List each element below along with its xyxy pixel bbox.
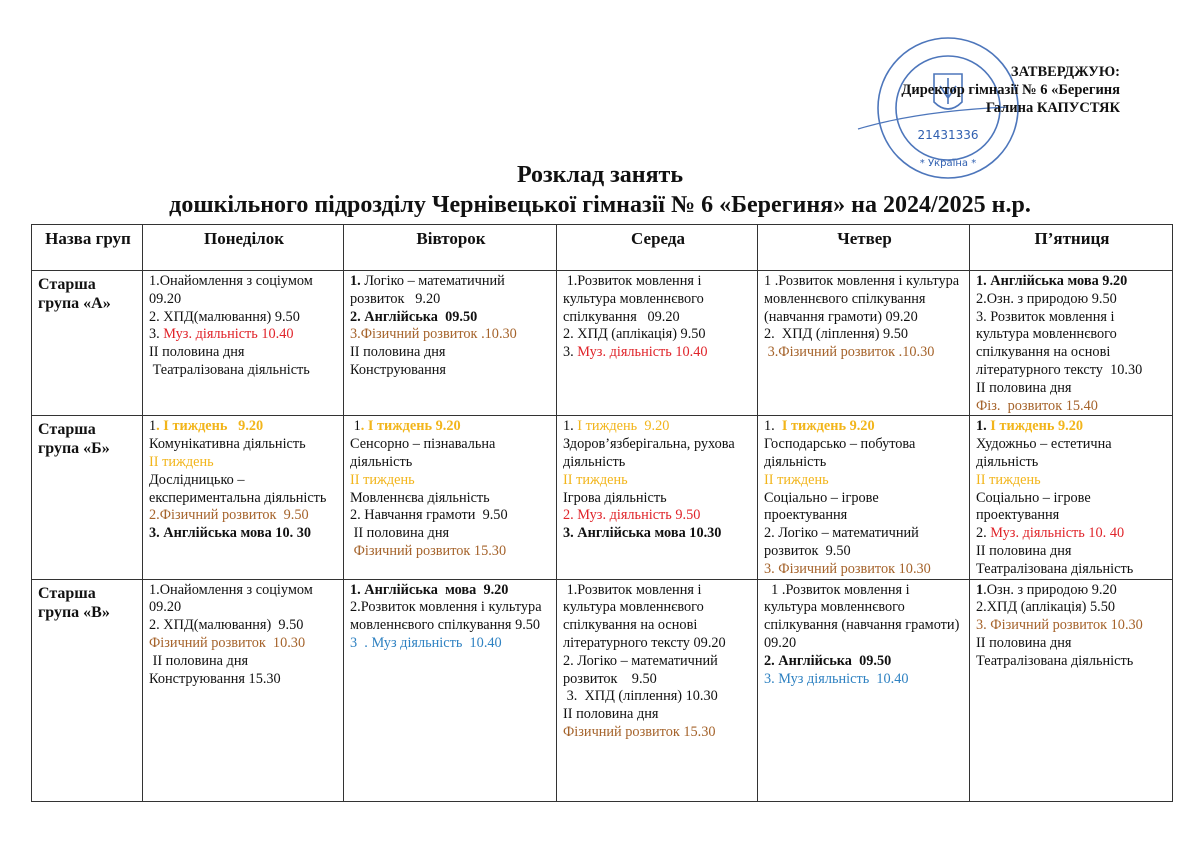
lesson-text: 1 .Розвиток мовлення і культура мовленнєвого спілкування (навчання грамоти) 09.20: [764, 273, 963, 325]
lesson-text: ІІ тиждень: [149, 453, 214, 470]
lesson-line: [976, 543, 1168, 561]
lesson-line: [149, 617, 339, 635]
lesson-line: [149, 472, 339, 508]
lesson-text: І тиждень 9.20: [990, 418, 1084, 435]
lesson-text: Здоров’язберігальна, рухова діяльність: [563, 436, 739, 470]
table-row: [32, 579, 1173, 801]
lesson-text: . І тиждень 9.20: [156, 418, 264, 435]
lesson-line: [764, 671, 965, 689]
lesson-text: Сенсорно – пізнавальна діяльність: [350, 436, 499, 470]
lesson-text: 2.Озн. з природою 9.50: [976, 290, 1117, 307]
lesson-text: Художньо – естетична діяльність: [976, 436, 1116, 470]
lesson-line: [149, 454, 339, 472]
lesson-line: [976, 436, 1168, 472]
approval-heading: ЗАТВЕРДЖУЮ:: [1010, 64, 1120, 80]
lesson-line: [149, 582, 339, 618]
lesson-line: [764, 525, 965, 561]
lesson-line: [764, 418, 965, 436]
lesson-line: [563, 724, 753, 742]
lesson-text: 2. Логіко – математичний розвиток 9.50: [764, 525, 923, 559]
lesson-text: 2. Логіко – математичний розвиток 9.50: [563, 652, 722, 687]
schedule-cell: [970, 579, 1173, 801]
lesson-text: Муз. діяльність 10. 40: [990, 525, 1125, 542]
lesson-text: 3.Фізичний розвиток .10.30: [764, 344, 935, 361]
lesson-text: Соціально – ігрове проектування: [764, 489, 883, 524]
title-line-2: дошкільного підрозділу Чернівецької гімназії № 6 «Берегиня» на 2024/2025 н.р.: [169, 192, 1031, 218]
lesson-text: 2. Англійська 09.50: [350, 308, 478, 325]
column-header: П’ятниця: [970, 225, 1173, 271]
lesson-text: 3.: [149, 326, 164, 343]
schedule-cell: [758, 271, 970, 416]
lesson-text: 3. Муз діяльність 10.40: [764, 670, 909, 687]
lesson-line: [350, 472, 552, 490]
lesson-text: 3. Англійська мова 10.30: [563, 525, 722, 542]
lesson-line: [149, 635, 339, 653]
schedule-cell: [557, 579, 758, 801]
lesson-line: [563, 418, 753, 436]
lesson-line: [976, 525, 1168, 543]
lesson-text: 3. Англійська мова 10. 30: [149, 525, 312, 542]
lesson-text: Соціально – ігрове проектування: [976, 489, 1095, 524]
lesson-line: [350, 273, 552, 309]
lesson-text: Муз. діяльність 10.40: [163, 326, 294, 343]
lesson-text: 1.Розвиток мовлення і культура мовленнєвого спілкування 09.20: [563, 273, 708, 325]
lesson-text: І тиждень 9.20: [781, 418, 875, 435]
lesson-line: [563, 507, 753, 525]
lesson-line: [350, 543, 552, 561]
lesson-text: 2.: [976, 525, 991, 542]
lesson-line: [563, 490, 753, 508]
lesson-line: [563, 706, 753, 724]
lesson-line: [976, 617, 1168, 635]
lesson-text: ІІ тиждень: [350, 471, 415, 488]
lesson-line: [149, 326, 339, 344]
header-row: [32, 225, 1173, 271]
lesson-line: [976, 418, 1168, 436]
lesson-text: .Озн. з природою 9.20: [983, 581, 1117, 598]
lesson-line: [149, 653, 339, 671]
lesson-line: [350, 344, 552, 362]
lesson-line: [976, 273, 1168, 291]
lesson-text: Фізичний розвиток 15.30: [563, 723, 716, 740]
lesson-line: [764, 653, 965, 671]
lesson-text: . І тиждень 9.20: [360, 418, 461, 435]
schedule-cell: [344, 416, 557, 579]
lesson-text: Театралізована діяльність: [149, 361, 310, 378]
lesson-line: [764, 273, 965, 326]
lesson-text: 1.Онайомлення з соціумом 09.20: [149, 581, 317, 616]
lesson-line: [149, 362, 339, 380]
lesson-text: 2. ХПД(малювання) 9.50: [149, 617, 304, 634]
lesson-text: 1.: [976, 418, 991, 435]
lesson-line: [764, 561, 965, 579]
lesson-text: 1: [350, 418, 361, 435]
lesson-text: Мовленнєва діяльність: [350, 489, 490, 506]
lesson-line: [976, 561, 1168, 579]
lesson-text: 1: [149, 418, 157, 435]
lesson-text: 1.Розвиток мовлення і культура мовленнєвого спілкування на основі літературного тексту 09.20: [563, 581, 726, 651]
lesson-line: [764, 326, 965, 344]
lesson-text: Конструювання 15.30: [149, 670, 281, 687]
lesson-line: [350, 362, 552, 380]
lesson-text: 3.: [563, 344, 578, 361]
column-header: Середа: [557, 225, 758, 271]
page-title: [0, 160, 1200, 220]
lesson-text: ІІ половина дня: [976, 542, 1072, 559]
lesson-text: ІІ половина дня: [976, 379, 1072, 396]
approval-position: Директор гімназії № 6 «Берегиня: [901, 82, 1120, 98]
lesson-line: [350, 582, 552, 600]
approval-block: [901, 63, 1120, 117]
svg-text:21431336: 21431336: [917, 128, 979, 142]
lesson-text: Ігрова діяльність: [563, 489, 667, 506]
lesson-line: [149, 418, 339, 436]
group-name: Старша група «А»: [32, 271, 143, 416]
lesson-line: [350, 309, 552, 327]
lesson-text: 1. Англійська мова 9.20: [350, 581, 509, 598]
lesson-text: І тиждень 9.20: [577, 418, 670, 435]
lesson-line: [149, 309, 339, 327]
lesson-line: [976, 599, 1168, 617]
lesson-text: Театралізована діяльність: [976, 560, 1134, 577]
lesson-line: [350, 436, 552, 472]
group-name: Старша група «В»: [32, 579, 143, 801]
column-header: Назва груп: [32, 225, 143, 271]
lesson-text: 2.Розвиток мовлення і культура мовленнєвого спілкування 9.50: [350, 599, 546, 634]
schedule-cell: [970, 271, 1173, 416]
lesson-text: 3. ХПД (ліплення) 10.30: [563, 688, 718, 705]
table-row: [32, 416, 1173, 579]
lesson-text: Фізичний розвиток 15.30: [350, 542, 507, 559]
lesson-line: [350, 635, 552, 653]
lesson-line: [563, 525, 753, 543]
lesson-line: [764, 582, 965, 653]
lesson-text: ІІ тиждень: [764, 471, 829, 488]
lesson-line: [350, 490, 552, 508]
lesson-line: [563, 344, 753, 362]
lesson-line: [563, 326, 753, 344]
lesson-text: Логіко – математичний розвиток 9.20: [350, 273, 509, 307]
lesson-line: [764, 436, 965, 472]
table-row: [32, 271, 1173, 416]
lesson-text: ІІ тиждень: [976, 471, 1041, 488]
lesson-line: [976, 380, 1168, 398]
lesson-text: 2. ХПД (ліплення) 9.50: [764, 326, 909, 343]
schedule-cell: [758, 416, 970, 579]
lesson-text: 3.Фізичний розвиток .10.30: [350, 326, 517, 343]
lesson-text: Муз. діяльність 10.40: [577, 344, 708, 361]
lesson-line: [149, 273, 339, 309]
title-line-1: Розклад занять: [516, 162, 684, 188]
schedule-cell: [557, 416, 758, 579]
schedule-cell: [344, 579, 557, 801]
lesson-text: 1.: [563, 418, 578, 435]
lesson-text: Дослідницько – експериментальна діяльність: [149, 471, 327, 506]
schedule-cell: [143, 579, 344, 801]
lesson-line: [149, 525, 339, 543]
lesson-text: 3. Фізичний розвиток 10.30: [976, 617, 1143, 634]
lesson-line: [563, 582, 753, 653]
schedule-cell: [143, 271, 344, 416]
lesson-text: ІІ половина дня: [563, 706, 659, 723]
lesson-line: [350, 599, 552, 635]
lesson-text: 2. Навчання грамоти 9.50: [350, 507, 508, 524]
lesson-line: [976, 291, 1168, 309]
lesson-text: Фізичний розвиток 10.30: [149, 634, 306, 651]
lesson-line: [976, 490, 1168, 526]
lesson-line: [976, 398, 1168, 416]
schedule-cell: [557, 271, 758, 416]
lesson-text: 2. Муз. діяльність 9.50: [563, 507, 701, 524]
lesson-text: ІІ половина дня: [350, 344, 446, 361]
lesson-text: 2. ХПД(малювання) 9.50: [149, 308, 300, 325]
lesson-text: Господарсько – побутова діяльність: [764, 436, 919, 470]
lesson-line: [764, 344, 965, 362]
lesson-line: [976, 635, 1168, 653]
group-name: Старша група «Б»: [32, 416, 143, 579]
lesson-line: [149, 436, 339, 454]
schedule-cell: [143, 416, 344, 579]
lesson-line: [563, 653, 753, 689]
approval-name: Галина КАПУСТЯК: [985, 100, 1120, 116]
lesson-text: 1.Онайомлення з соціумом 09.20: [149, 273, 317, 307]
lesson-line: [976, 582, 1168, 600]
lesson-text: ІІ половина дня: [149, 652, 249, 669]
lesson-line: [350, 507, 552, 525]
lesson-text: ІІ тиждень: [563, 471, 628, 488]
schedule-cell: [758, 579, 970, 801]
lesson-text: 1 .Розвиток мовлення і культура мовленнєвого спілкування (навчання грамоти) 09.20: [764, 581, 963, 651]
lesson-text: 2. ХПД (аплікація) 9.50: [563, 326, 706, 343]
lesson-text: Комунікативна діяльність: [149, 436, 306, 453]
lesson-text: ІІ половина дня: [976, 634, 1072, 651]
lesson-line: [350, 525, 552, 543]
column-header: Четвер: [758, 225, 970, 271]
lesson-text: ІІ половина дня: [350, 525, 450, 542]
schedule-table: [31, 224, 1173, 802]
column-header: Вівторок: [344, 225, 557, 271]
lesson-text: 2.Фізичний розвиток 9.50: [149, 507, 309, 524]
schedule-cell: [970, 416, 1173, 579]
lesson-text: 3 . Муз діяльність 10.40: [350, 634, 502, 651]
schedule-cell: [344, 271, 557, 416]
lesson-line: [149, 344, 339, 362]
svg-text:* Україна *: * Україна *: [919, 158, 977, 169]
lesson-text: 2.ХПД (аплікація) 5.50: [976, 599, 1116, 616]
lesson-line: [976, 309, 1168, 380]
lesson-text: Фіз. розвиток 15.40: [976, 397, 1098, 414]
lesson-line: [350, 326, 552, 344]
lesson-line: [563, 472, 753, 490]
lesson-line: [149, 507, 339, 525]
lesson-text: 1.: [764, 418, 782, 435]
lesson-line: [976, 653, 1168, 671]
lesson-line: [563, 436, 753, 472]
lesson-text: 1: [976, 581, 984, 598]
column-header: Понеділок: [143, 225, 344, 271]
lesson-line: [350, 418, 552, 436]
lesson-text: 1.: [350, 273, 361, 289]
lesson-text: ІІ половина дня: [149, 344, 245, 361]
lesson-line: [764, 472, 965, 490]
lesson-text: 1. Англійська мова 9.20: [976, 273, 1128, 289]
lesson-line: [976, 472, 1168, 490]
lesson-text: 3. Розвиток мовлення і культура мовленнєвого спілкування на основі літературного тексту 10.30: [976, 308, 1143, 378]
lesson-text: Театралізована діяльність: [976, 652, 1134, 669]
lesson-text: 3. Фізичний розвиток 10.30: [764, 560, 931, 577]
lesson-line: [563, 273, 753, 326]
lesson-line: [149, 671, 339, 689]
lesson-text: Конструювання: [350, 361, 446, 378]
lesson-line: [764, 490, 965, 526]
lesson-line: [563, 688, 753, 706]
lesson-text: 2. Англійська 09.50: [764, 652, 892, 669]
